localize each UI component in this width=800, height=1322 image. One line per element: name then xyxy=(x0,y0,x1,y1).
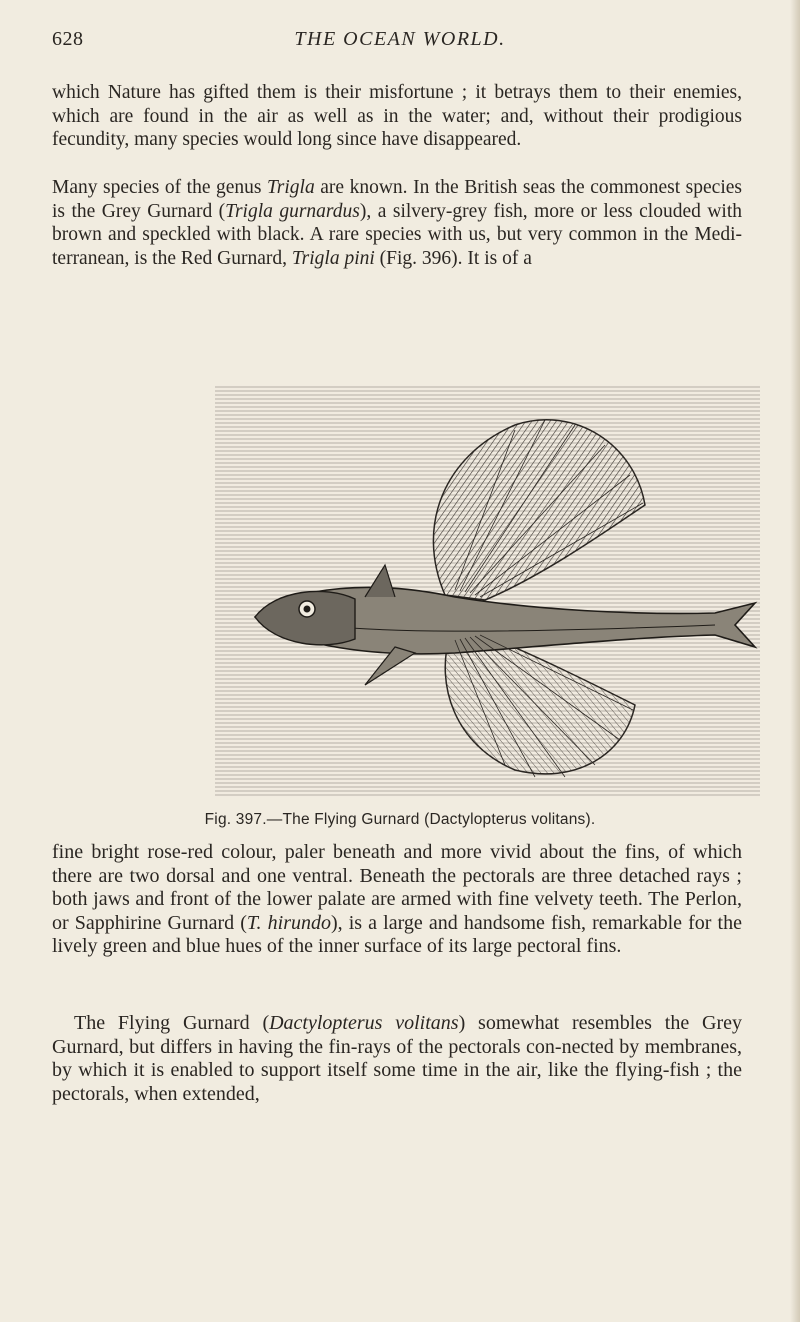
figure-flying-gurnard xyxy=(215,385,760,797)
p2-text-b: are known. In the British seas the commonest species is the Grey Gurnard ( xyxy=(52,177,742,222)
paragraph-3 xyxy=(52,841,742,959)
p4-text-b: ) somewhat resembles the Grey Gurnard, but differs in having the fin-rays of the pectorals con-nected by membranes, by which it is enabled to support itself some time in the air, like the flying-fish ; the pectorals, when extended, xyxy=(52,1012,743,1105)
p2-text-c: ), a silvery-grey fish, more or less clouded with brown and speckled with black. A rare species with us, but very common in the Medi-terranean, is the Red Gurnard, xyxy=(52,200,742,270)
p3-text-b: ), is a large and handsome fish, remarkable for the lively green and blue hues of the inner surface of its large pectoral fins. xyxy=(52,911,742,957)
paragraph-2 xyxy=(52,176,742,271)
page-header xyxy=(52,28,748,58)
figure-caption: Fig. 397.—The Flying Gurnard (Dactylopterus volitans). xyxy=(204,811,596,828)
p2-text-a: Many species of the genus xyxy=(52,177,268,198)
page-edge-shadow xyxy=(790,0,800,1322)
p4-text-a: The Flying Gurnard ( xyxy=(74,1012,270,1034)
paragraph-4 xyxy=(52,1012,742,1106)
species-grey-gurnard: Trigla gurnardus xyxy=(225,200,360,222)
p2-text-d: (Fig. 396). It is of a xyxy=(374,248,532,270)
species-hirundo: T. hirundo xyxy=(246,911,331,934)
p1-text: which Nature has gifted them is their misfortune ; it betrays them to their enemies, which are found in the air as well as in the water; and, without their prodigious fecundity, many species would long since have disappeared. xyxy=(52,82,742,151)
genus-trigla: Trigla xyxy=(267,177,315,198)
species-red-gurnard: Trigla pini xyxy=(291,248,375,270)
paragraph-1 xyxy=(52,81,742,152)
p3-text-a: fine bright rose-red colour, paler beneath and more vivid about the fins, of which there are two dorsal and one ventral. Beneath the pectorals are three detached rays ; both jaws and front of the lower palate are armed with fine velvety teeth. The Perlon, or Sapphirine Gurnard ( xyxy=(52,841,742,934)
page-number: 628 xyxy=(52,28,84,50)
flying-gurnard-illustration xyxy=(215,385,760,797)
running-title: THE OCEAN WORLD. xyxy=(294,28,506,50)
species-dactylopterus: Dactylopterus volitans xyxy=(269,1012,459,1034)
